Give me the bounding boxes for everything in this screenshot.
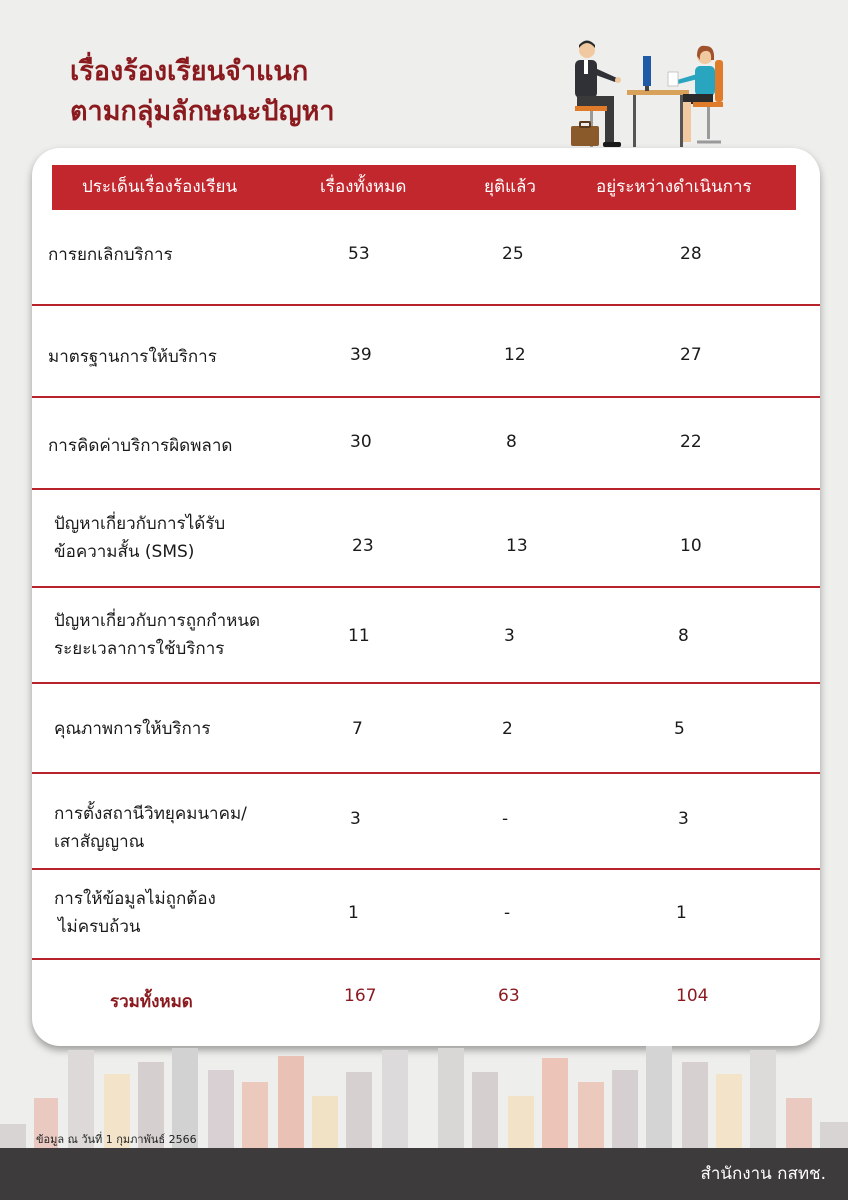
row-topic: ปัญหาเกี่ยวกับการได้รับ ข้อความสั้น (SMS) bbox=[54, 514, 226, 562]
row-total: 1 bbox=[348, 903, 359, 923]
footer-organization: สำนักงาน กสทช. bbox=[700, 1164, 826, 1184]
row-total: 3 bbox=[350, 809, 361, 829]
row-total: 53 bbox=[348, 244, 370, 264]
summary-pending: 104 bbox=[676, 986, 709, 1006]
row-total: 30 bbox=[350, 432, 372, 452]
table-row bbox=[32, 398, 820, 490]
row-pending: 3 bbox=[678, 809, 689, 829]
table-row bbox=[32, 870, 820, 960]
row-total: 23 bbox=[352, 536, 374, 556]
row-resolved: 3 bbox=[504, 626, 515, 646]
row-resolved: 2 bbox=[502, 719, 513, 739]
row-total: 39 bbox=[350, 345, 372, 365]
row-topic: คุณภาพการให้บริการ bbox=[54, 719, 211, 739]
row-resolved: 25 bbox=[502, 244, 524, 264]
row-topic: มาตรฐานการให้บริการ bbox=[48, 347, 217, 367]
header-resolved: ยุติแล้ว bbox=[484, 177, 536, 197]
row-topic: ปัญหาเกี่ยวกับการถูกกำหนด ระยะเวลาการใช้บริการ bbox=[54, 611, 260, 659]
title-line-1: เรื่องร้องเรียนจำแนก bbox=[70, 56, 309, 87]
row-pending: 10 bbox=[680, 536, 702, 556]
page-title bbox=[70, 52, 335, 132]
table-row bbox=[32, 490, 820, 588]
table-row bbox=[32, 774, 820, 870]
row-pending: 28 bbox=[680, 244, 702, 264]
row-pending: 27 bbox=[680, 345, 702, 365]
row-topic: การให้ข้อมูลไม่ถูกต้อง ไม่ครบถ้วน bbox=[54, 889, 216, 937]
row-pending: 1 bbox=[676, 903, 687, 923]
table-header bbox=[52, 165, 796, 210]
summary-row bbox=[32, 960, 820, 1040]
row-pending: 8 bbox=[678, 626, 689, 646]
summary-label: รวมทั้งหมด bbox=[110, 992, 193, 1012]
table-row bbox=[32, 210, 820, 306]
row-topic: การยกเลิกบริการ bbox=[48, 245, 173, 265]
row-total: 11 bbox=[348, 626, 370, 646]
footer-bar bbox=[0, 1148, 848, 1200]
row-resolved: 13 bbox=[506, 536, 528, 556]
summary-total: 167 bbox=[344, 986, 377, 1006]
row-topic: การตั้งสถานีวิทยุคมนาคม/ เสาสัญญาณ bbox=[54, 804, 247, 852]
header-pending: อยู่ระหว่างดำเนินการ bbox=[596, 177, 752, 197]
row-total: 7 bbox=[352, 719, 363, 739]
meeting-desk-illustration bbox=[565, 38, 735, 153]
table-row bbox=[32, 684, 820, 774]
row-pending: 22 bbox=[680, 432, 702, 452]
row-resolved: 12 bbox=[504, 345, 526, 365]
header-topic: ประเด็นเรื่องร้องเรียน bbox=[82, 177, 238, 197]
source-note: ข้อมูล ณ วันที่ 1 กุมภาพันธ์ 2566 bbox=[36, 1133, 197, 1146]
row-topic: การคิดค่าบริการผิดพลาด bbox=[48, 436, 233, 456]
table-row bbox=[32, 588, 820, 684]
row-resolved: - bbox=[504, 903, 511, 923]
row-pending: 5 bbox=[674, 719, 685, 739]
summary-resolved: 63 bbox=[498, 986, 520, 1006]
table-row bbox=[32, 306, 820, 398]
header-total: เรื่องทั้งหมด bbox=[320, 177, 407, 197]
row-resolved: 8 bbox=[506, 432, 517, 452]
title-line-2: ตามกลุ่มลักษณะปัญหา bbox=[70, 96, 335, 127]
row-resolved: - bbox=[502, 809, 509, 829]
